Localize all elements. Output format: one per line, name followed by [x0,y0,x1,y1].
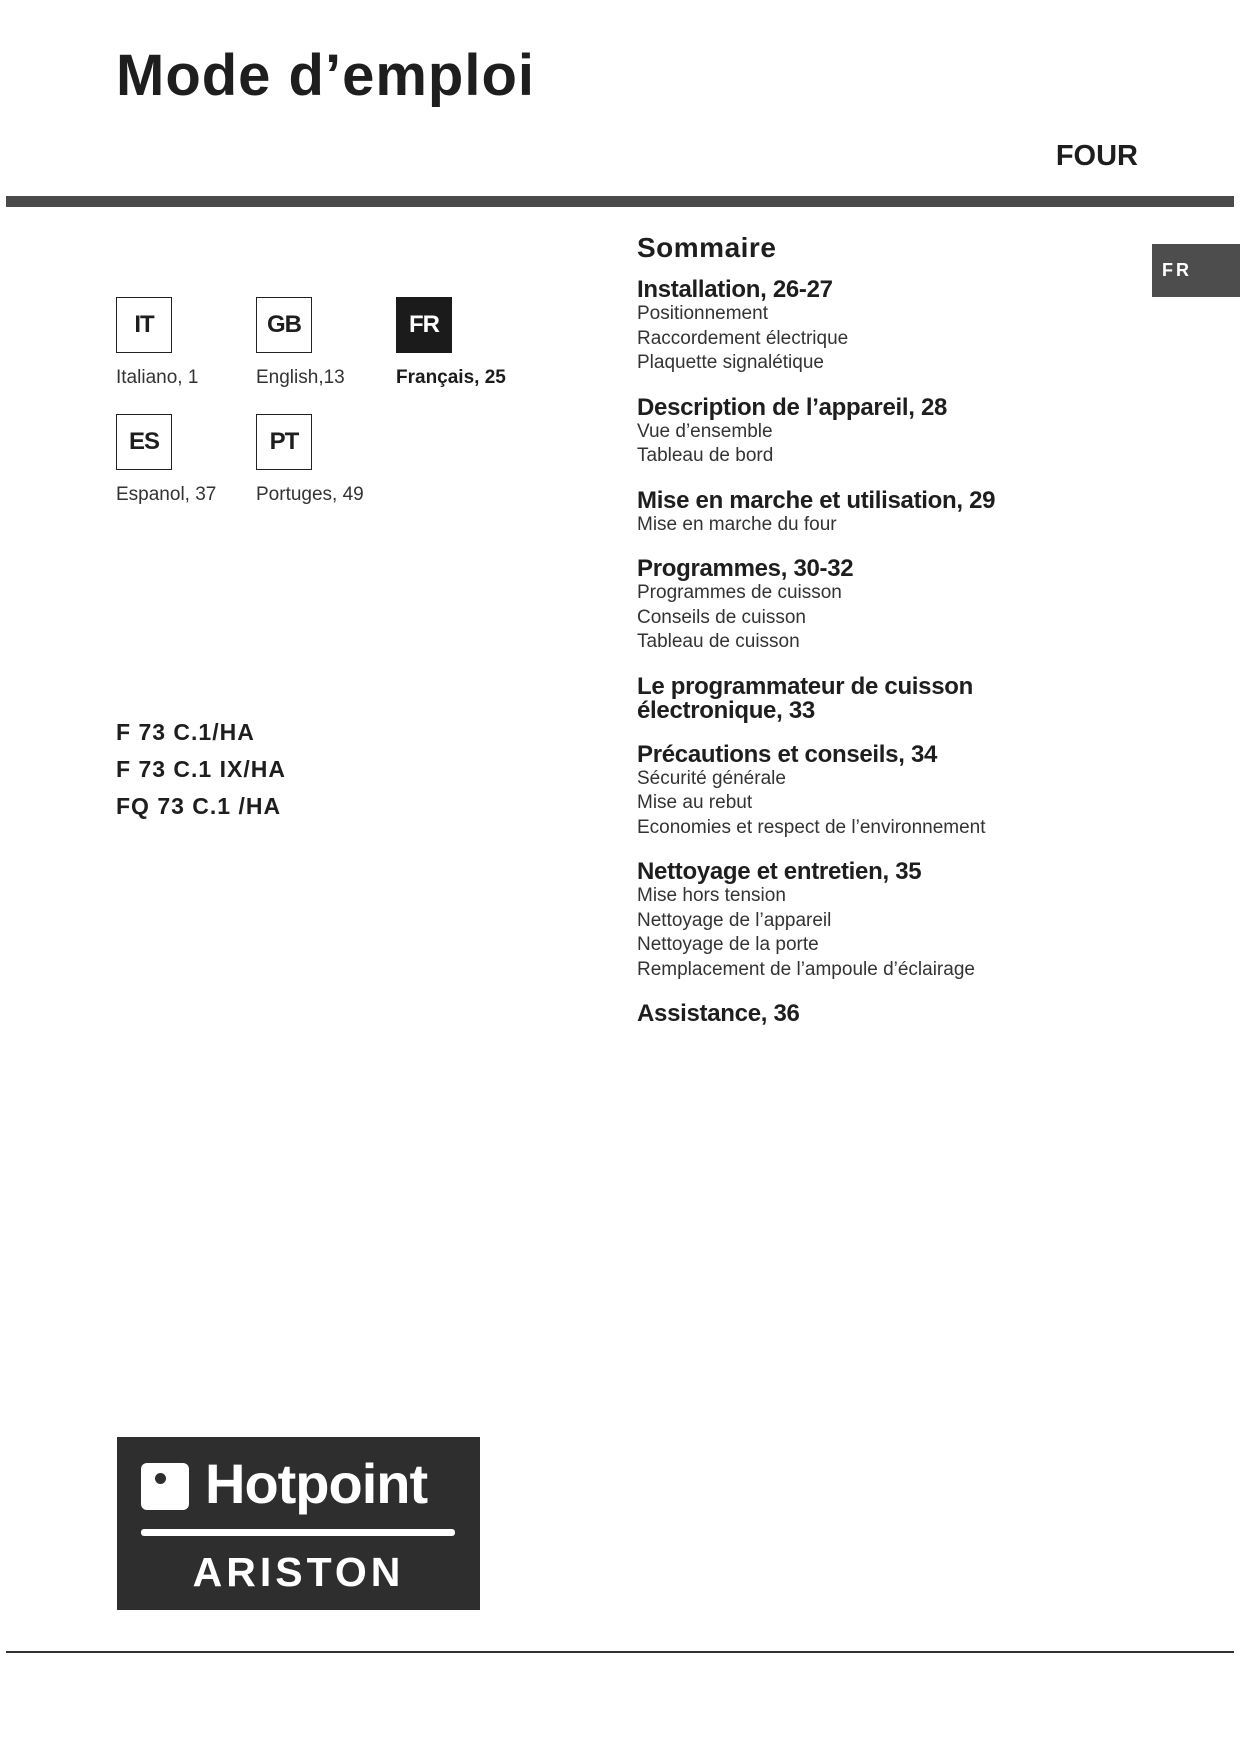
toc-heading[interactable]: Programmes, 30-32 [637,555,854,582]
toc-item[interactable]: Mise en marche du four [637,513,837,535]
toc-item[interactable]: Mise hors tension [637,885,786,906]
toc-heading[interactable]: Précautions et conseils, 34 [637,740,938,768]
toc-item[interactable]: Positionnement [637,303,768,324]
toc-heading[interactable]: Nettoyage et entretien, 35 [637,858,922,885]
toc-item[interactable]: Tableau de bord [637,445,774,466]
header-divider [6,196,1234,207]
toc-heading[interactable]: électronique, 33 [637,696,815,724]
hotpoint-ariston-logo [117,1437,480,1610]
toc-section-nettoyage [637,860,1137,982]
toc-item[interactable]: Conseils de cuisson [637,606,806,628]
model-number: F 73 C.1/HA [116,719,255,745]
language-tab: FR [1152,244,1240,297]
lang-label-es[interactable]: Espanol, 37 [116,484,217,505]
model-number: FQ 73 C.1 /HA [116,793,282,819]
model-list [116,714,286,825]
footer-divider [6,1651,1234,1653]
toc-item[interactable]: Raccordement électrique [637,327,849,349]
toc-section-precautions [637,740,1137,841]
toc-section-mise-en-marche [637,486,1137,538]
logo-divider [141,1529,455,1536]
toc-item[interactable]: Vue d’ensemble [637,420,773,442]
table-of-contents [637,232,1137,1046]
lang-box-gb[interactable]: GB [256,297,312,353]
lang-box-it[interactable]: IT [116,297,172,353]
toc-heading[interactable]: Installation, 26-27 [637,276,833,303]
toc-item[interactable]: Economies et respect de l’environnement [637,816,986,838]
toc-section-installation [637,278,1137,376]
toc-item[interactable]: Plaquette signalétique [637,352,824,373]
toc-section-description [637,393,1137,469]
toc-section-programmateur [637,672,1137,724]
toc-section-programmes [637,557,1137,655]
lang-label-pt[interactable]: Portuges, 49 [256,484,364,505]
toc-item[interactable]: Sécurité générale [637,767,786,789]
toc-title: Sommaire [637,232,777,263]
toc-item[interactable]: Remplacement de l’ampoule d’éclairage [637,958,975,980]
toc-item[interactable]: Nettoyage de l’appareil [637,909,832,931]
lang-box-fr[interactable]: FR [396,297,452,353]
lang-label-gb[interactable]: English,13 [256,367,345,388]
toc-section-assistance [637,1002,1137,1026]
product-category: FOUR [1055,140,1138,172]
toc-heading[interactable]: Assistance, 36 [637,1000,800,1027]
toc-item[interactable]: Tableau de cuisson [637,631,800,652]
toc-heading[interactable]: Description de l’appareil, 28 [637,393,948,421]
lang-label-fr[interactable]: Français, 25 [396,367,506,388]
toc-heading[interactable]: Mise en marche et utilisation, 29 [637,486,996,514]
logo-sub: ARISTON [192,1549,405,1595]
logo-brand: Hotpoint [205,1452,428,1515]
lang-box-pt[interactable]: PT [256,414,312,470]
toc-item[interactable]: Programmes de cuisson [637,582,842,603]
lang-label-it[interactable]: Italiano, 1 [116,367,199,388]
lang-box-es[interactable]: ES [116,414,172,470]
model-number: F 73 C.1 IX/HA [116,756,286,782]
page-title: Mode d’emploi [116,43,535,108]
toc-heading[interactable]: Le programmateur de cuisson [637,672,973,700]
hotpoint-mark-icon [141,1463,189,1510]
toc-item[interactable]: Nettoyage de la porte [637,934,819,955]
toc-item[interactable]: Mise au rebut [637,792,753,813]
